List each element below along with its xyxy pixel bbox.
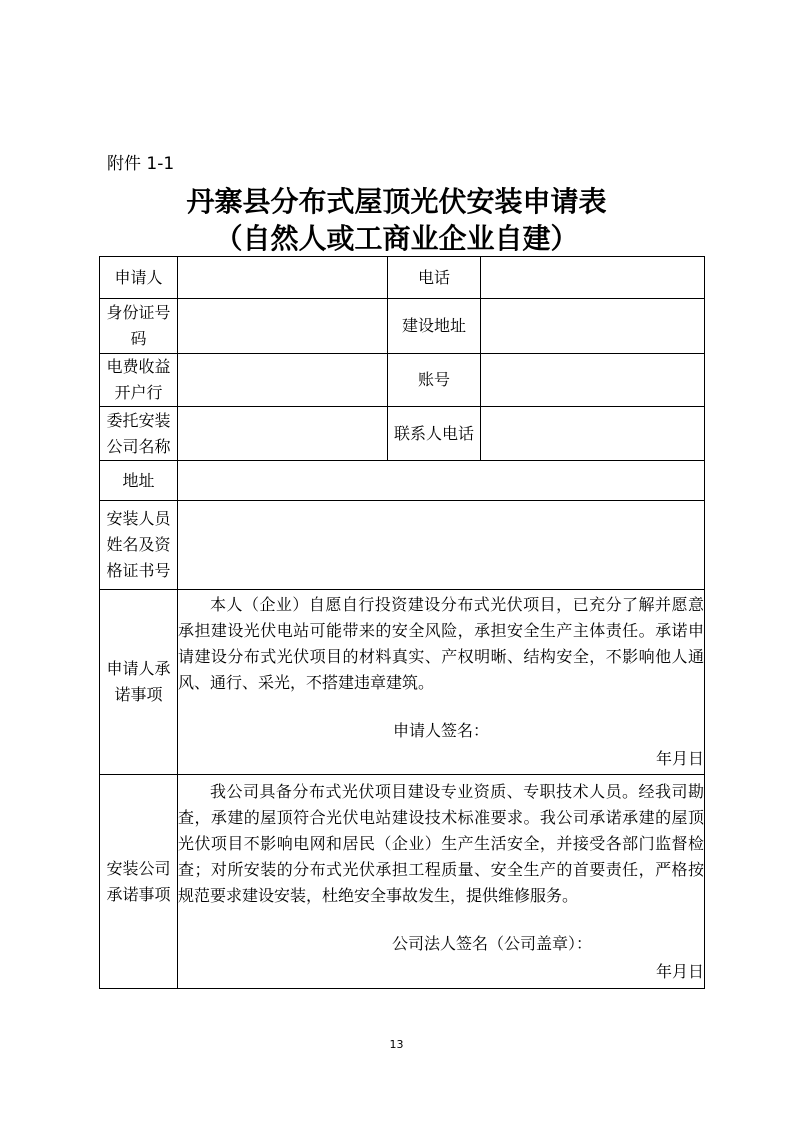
- row-applicant: [100, 257, 705, 299]
- attachment-label: 附件 1-1: [107, 154, 175, 174]
- page-number: 13: [389, 1038, 404, 1051]
- company-name-label: 委托安装公司名称: [100, 407, 178, 461]
- applicant-label: 申请人: [100, 257, 178, 299]
- contact-phone-label: 联系人电话: [388, 407, 481, 461]
- address-label: 地址: [100, 461, 178, 501]
- bank-label: 电费收益开户行: [100, 354, 178, 407]
- application-form-table: [99, 256, 705, 989]
- phone-field[interactable]: [481, 257, 705, 299]
- company-commitment-label: 安装公司承诺事项: [100, 775, 178, 989]
- applicant-commitment-text: 本人（企业）自愿自行投资建设分布式光伏项目，已充分了解并愿意承担建设光伏电站可能带来的安全风险，承担安全生产主体责任。承诺申请建设分布式光伏项目的材料真实、产权明晰、结构安全，不影响他人通风、通行、采光，不搭建违章建筑。: [178, 595, 704, 692]
- row-company: [100, 407, 705, 461]
- id-number-field[interactable]: [178, 299, 388, 354]
- company-name-field[interactable]: [178, 407, 388, 461]
- applicant-field[interactable]: [178, 257, 388, 299]
- contact-phone-field[interactable]: [481, 407, 705, 461]
- company-date-label: 年月日: [655, 961, 704, 981]
- installer-label: 安装人员姓名及资格证书号: [100, 501, 178, 590]
- row-id: [100, 299, 705, 354]
- build-address-field[interactable]: [481, 299, 705, 354]
- row-applicant-commitment: [100, 590, 705, 775]
- row-bank: [100, 354, 705, 407]
- company-signature-label: 公司法人签名（公司盖章）：: [391, 933, 592, 953]
- company-commitment-cell: [178, 775, 705, 989]
- account-label: 账号: [388, 354, 481, 407]
- phone-label: 电话: [388, 257, 481, 299]
- form-subtitle: （自然人或工商业企业自建）: [214, 222, 579, 255]
- applicant-commitment-label: 申请人承诺事项: [100, 590, 178, 775]
- build-address-label: 建设地址: [388, 299, 481, 354]
- row-company-commitment: [100, 775, 705, 989]
- address-field[interactable]: [178, 461, 705, 501]
- installer-field[interactable]: [178, 501, 705, 590]
- row-installer: [100, 501, 705, 590]
- applicant-date-label: 年月日: [655, 749, 704, 768]
- applicant-signature-label: 申请人签名：: [392, 721, 489, 740]
- applicant-commitment-cell: [178, 590, 705, 775]
- company-commitment-text: 我公司具备分布式光伏项目建设专业资质、专职技术人员。经我司勘查，承建的屋顶符合光伏电站建设技术标准要求。我公司承诺承建的屋顶光伏项目不影响电网和居民（企业）生产生活安全，并接受各部门监督检查；对所安装的分布式光伏承担工程质量、安全生产的首要责任，严格按规范要求建设安装，杜绝安全事故发生，提供维修服务。: [178, 781, 704, 905]
- row-address: [100, 461, 705, 501]
- form-title: 丹寨县分布式屋顶光伏安装申请表: [186, 185, 607, 218]
- id-number-label: 身份证号码: [100, 299, 178, 354]
- bank-field[interactable]: [178, 354, 388, 407]
- account-field[interactable]: [481, 354, 705, 407]
